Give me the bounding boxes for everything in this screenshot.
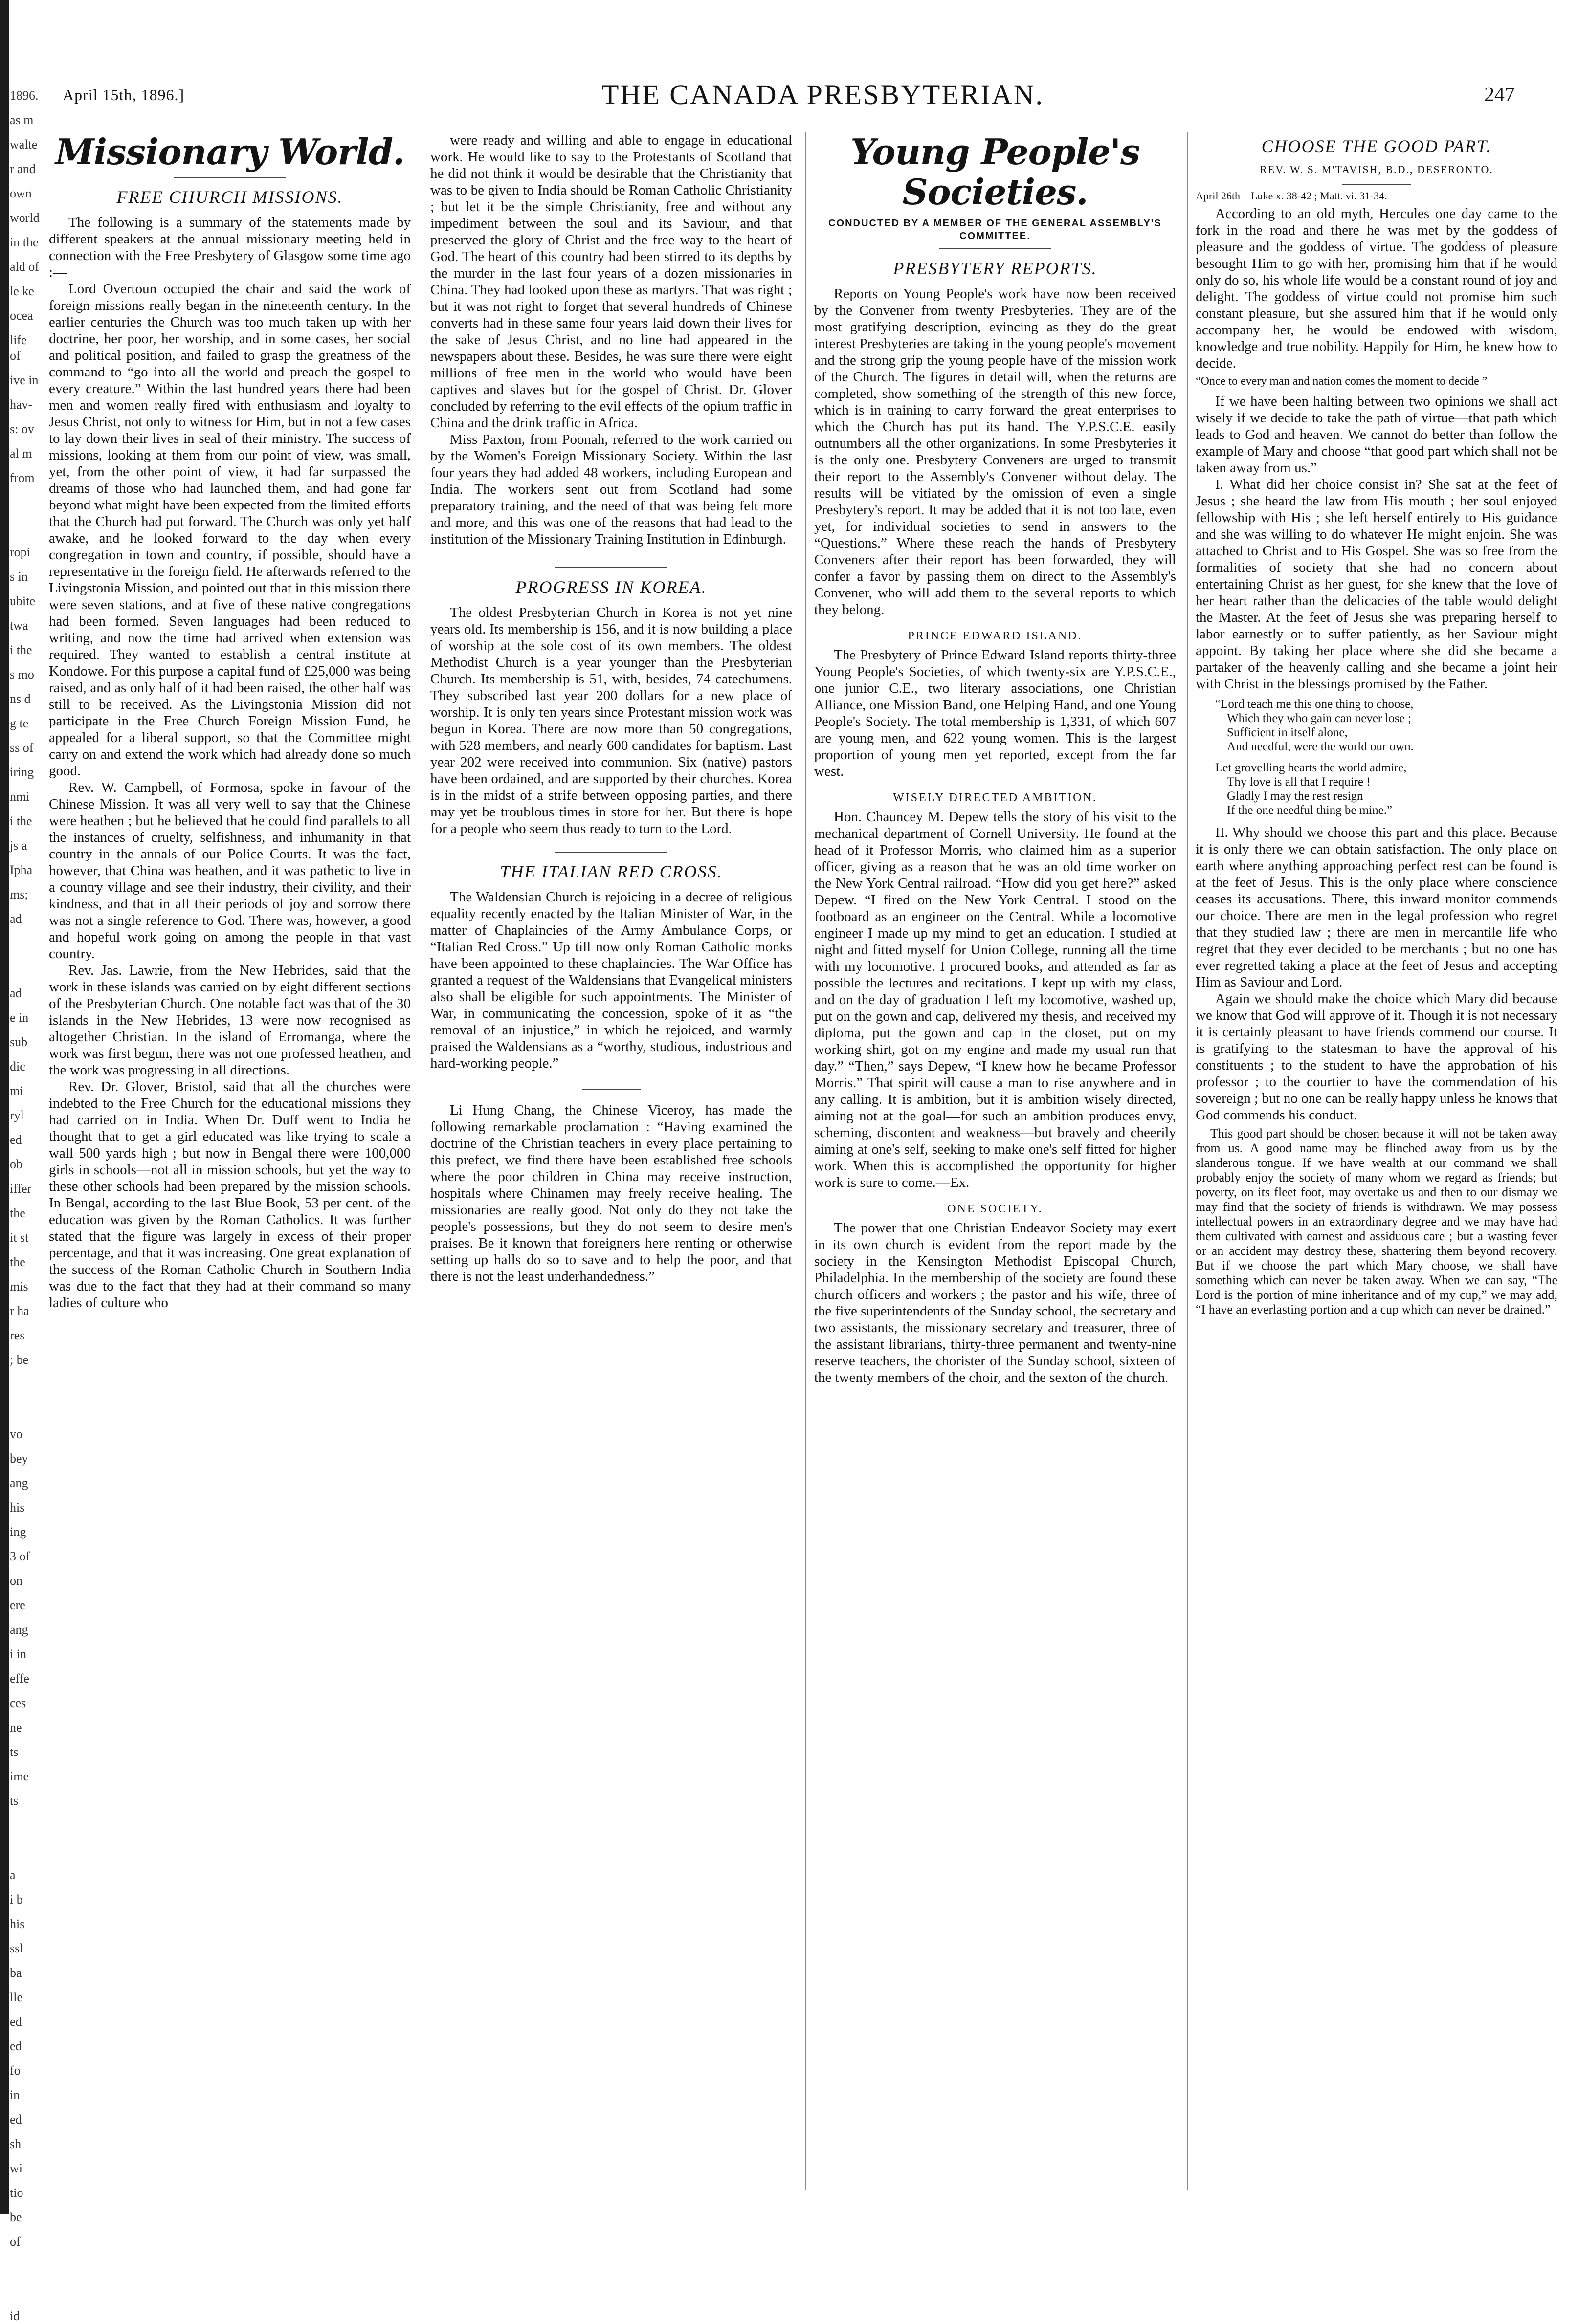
paragraph: Rev. Jas. Lawrie, from the New Hebrides, said that the work in these islands was carried on by eight different sections of the Presbyterian Church. One notable fact was that of the 30 islands in the New Hebrides, 13 were now recognised as altogether Christian. In the island of Erromanga, where the work was first begun, there was not one professed heathen, and the work was progressing in all directions.: [49, 963, 411, 1078]
gutter-fragment: his: [10, 1500, 25, 1514]
article-body: [814, 809, 1176, 1191]
gutter-fragment: Ipha: [10, 863, 33, 877]
column-continued: [430, 132, 792, 2195]
section-masthead: Young People's Societies.: [850, 131, 1140, 213]
author-byline: REV. W. S. M'TAVISH, B.D., DESERONTO.: [1260, 163, 1493, 175]
article-body: [814, 285, 1176, 618]
gutter-fragment: 3 of: [10, 1549, 30, 1563]
gutter-fragment: fo: [10, 2063, 21, 2078]
gutter-fragment: g te: [10, 716, 29, 730]
paragraph: The power that one Christian Endeavor Society may exert in its own church is evident from the report made by the society in the Kensington Methodist Episcopal Church, Philadelphia. In the membership of the society are found these church officers and workers ; the pastor and his wife, three of the five superintendents of the Sunday school, the secretary and two assistants, the missionary secretary and treasurer, three of the assistant librarians, thirty-three permanent and twenty-nine reserve teachers, the chorister of the Sunday school, sixteen of the twenty members of the choir, and the sexton of the church.: [814, 1220, 1176, 1385]
gutter-fragment: i in: [10, 1647, 26, 1661]
gutter-fragment: on: [10, 1574, 22, 1588]
gutter-fragment: ; be: [10, 1353, 29, 1367]
section-masthead: Missionary World.: [55, 131, 405, 173]
gutter-fragment: sh: [10, 2137, 22, 2151]
gutter-fragment: hav-: [10, 397, 33, 412]
divider: [555, 567, 667, 568]
gutter-fragment: sub: [10, 1035, 28, 1049]
column-choose-the-good-part: [1196, 132, 1557, 2195]
gutter-fragment: s mo: [10, 667, 34, 681]
paragraph: The Presbytery of Prince Edward Island reports thirty-three Young People's Societies, of which twenty-six are Y.P.S.C.E., one junior C.E., two literary associations, one Christian Alliance, one Mission Band, one Helping Hand, and one Young People's Society. The total membership is 1,331, of which 607 are young men, and 622 young women. This is the largest proportion of young men yet reported, except from the far west.: [814, 647, 1176, 779]
article-subheading: PRINCE EDWARD ISLAND.: [908, 630, 1083, 642]
verse-line: [1215, 754, 1557, 761]
gutter-fragment: the: [10, 1255, 25, 1269]
paragraph: Rev. Dr. Glover, Bristol, said that all the churches were indebted to the Free Church for the educational missions they had carried on in India. When Dr. Duff went to India he thought that to get a girl educated was like trying to scale a wall 500 yards high ; but now in Bengal there were 100,000 girls in schools—not all in mission schools, but yet the way to these other schools had been prepared by the mission schools. In Bengal, according to the last Blue Book, 53 per cent. of the education was given by the Roman Catholics. It was further stated that the figure was largely in excess of their proper percentage, and that it was increasing. One great explanation of the success of the Roman Catholic Church in Southern India was due to the fact that they had at their command so many ladies of culture who: [49, 1079, 411, 1311]
gutter-fragment: ropi: [10, 545, 30, 559]
gutter-fragment: iffer: [10, 1182, 32, 1196]
gutter-fragment: a: [10, 1868, 16, 1882]
gutter-fragment: vo: [10, 1427, 22, 1441]
gutter-fragment: world: [10, 211, 40, 225]
gutter-fragment: e in: [10, 1010, 29, 1025]
gutter-fragment: ss of: [10, 741, 34, 755]
verse-line: Let grovelling hearts the world admire,: [1215, 761, 1407, 774]
gutter-fragment: ts: [10, 1794, 19, 1808]
gutter-fragment: ces: [10, 1696, 26, 1710]
article-heading: FREE CHURCH MISSIONS.: [116, 187, 343, 207]
gutter-fragment: twa: [10, 618, 28, 633]
gutter-fragment: lle: [10, 1990, 22, 2004]
gutter-fragment: ad: [10, 912, 22, 926]
issue-date: April 15th, 1896.]: [63, 86, 185, 104]
gutter-fragment: tio: [10, 2186, 23, 2200]
paragraph: This good part should be chosen because it will not be taken away from us. A good name may be flinched away from us by the slanderous tongue. If we have wealth at our command we shall probably enjoy the society of many whom we regard as friends; but poverty, on its fleet foot, may overtake us and then to our dismay we may find that the society of friends is withdrawn. We may possess intellectual powers in an extraordinary degree and we may have had them cultivated with earnest and assiduous care ; but a wasting fever or an accident may destroy these, shattering them beyond recovery. But if we choose the part which Mary choose, we shall have something which can never be taken away. When we can say, “The Lord is the portion of mine inheritance and of my cup,” we may add, “I have an everlasting portion and a cup which can never be drained.”: [1196, 1126, 1557, 1316]
divider: [939, 248, 1051, 249]
paragraph: Miss Paxton, from Poonah, referred to the work carried on by the Women's Foreign Missionary Society. Within the last four years they had added 48 workers, including European and India. The workers sent out from Scotland had some preparatory training, and the need of that was being felt more and more, and this was one of the reasons that had lead to the institution of the Missionary Training Institution in Edinburgh.: [430, 432, 792, 547]
article-body: [430, 604, 792, 837]
gutter-fragment: le ke: [10, 284, 34, 298]
page-number: 247: [1484, 84, 1515, 106]
gutter-fragment: ad: [10, 986, 22, 1000]
divider: [1342, 184, 1411, 185]
gutter-fragment: al m: [10, 446, 32, 460]
gutter-fragment: 1896.: [10, 88, 39, 103]
paragraph: Again we should make the choice which Mary did because we know that God will approve of it. Though it is not necessary it is certainly pleasant to have friends commend our course. It is gratifying to the statesman to have the approval of his constituents ; to the student to have the approbation of his professor ; to the courtier to have the commendation of his sovereign ; but no one can be really happy unless he knows that God commends his conduct.: [1196, 991, 1557, 1123]
verse-line: Gladly I may the rest resign: [1227, 789, 1363, 803]
gutter-fragment: ang: [10, 1476, 28, 1490]
gutter-fragment: ime: [10, 1769, 29, 1783]
gutter-fragment: ang: [10, 1622, 28, 1637]
article-heading: THE ITALIAN RED CROSS.: [500, 862, 723, 881]
paragraph: Lord Overtoun occupied the chair and said the work of foreign missions really began in the nineteenth century. In the earlier centuries the Church was too much taken up with her doctrine, her poor, her worship, and in some cases, her social and political position, and failed to grasp the greatness of the command to “go into all the world and preach the gospel to every creature.” Within the last hundred years there had been men and women really fired with enthusiasm and loyalty to Jesus Christ, not only to witness for Him, but in not a few cases to lay down their lives in seal of their ministry. The success of missions, looking at them from our point of view, was small, yet, from the other point of view, it had far surpassed the dreams of those who had launched them, and had gone far beyond what might have been expected from the limited efforts that the Church had put forward. The Church was only yet half awake, and he looked forward to the day when every congregation in town and country, if possible, should have a representative in the foreign field. He afterwards referred to the Livingstonia Mission, and pointed out that in this mission there were seven stations, and at five of these native congregations had been formed. Seven languages had been reduced to writing, and now the time had arrived when extension was required. They wanted to establish a central institute at Kondowe. For this purpose a capital fund of £25,000 was being raised, and as only half of it had been raised, the other half was still to be received. As the Livingstonia Mission did not participate in the Free Church Foreign Mission Fund, he appealed for a liberal support, so that the Committee might carry on and extend the work which had already done so much good.: [49, 281, 411, 779]
gutter-fragment: ed: [10, 2039, 22, 2053]
verse-line: Sufficient in itself alone,: [1227, 726, 1348, 739]
column-rule: [1187, 132, 1188, 2190]
verse-line: Thy love is all that I require !: [1227, 775, 1371, 789]
gutter-text-fragments: [10, 88, 40, 2323]
gutter-fragment: ing: [10, 1525, 26, 1539]
gutter-fragment: from: [10, 471, 35, 485]
paragraph: If we have been halting between two opinions we shall act wisely if we decide to take the path of virtue—that path which leads to God and heaven. We cannot do better than follow the example of Mary and choose “that good part which shall not be taken away from us.”: [1196, 394, 1557, 476]
column-young-peoples-societies: [814, 132, 1176, 2195]
gutter-fragment: wi: [10, 2161, 22, 2175]
gutter-fragment: mi: [10, 1084, 23, 1098]
column-rule: [805, 132, 806, 2190]
divider: [174, 177, 286, 178]
gutter-fragment: ed: [10, 2015, 22, 2029]
column-missionary-world: [49, 132, 411, 2195]
paragraph: II. Why should we choose this part and this place. Because it is only there we can obtain satisfaction. The only place on earth where anything approaching perfect rest can be found is at the feet of Jesus. This is the only place where conscience ceases its accusations. There, this inward monitor commends our choice. There are men in the legal profession who regret that they studied law ; there are men in mercantile life who regret that they ever decided to be merchants ; but no one has ever regretted taking a place at the feet of Jesus and accepting Him as Saviour and Lord.: [1196, 825, 1557, 990]
scripture-reference: April 26th—Luke x. 38-42 ; Matt. vi. 31-34.: [1196, 190, 1387, 202]
quotation: “Once to every man and nation comes the moment to decide ”: [1196, 375, 1488, 388]
gutter-fragment: i the: [10, 643, 32, 657]
gutter-fragment: life of: [10, 333, 27, 363]
gutter-fragment: ts: [10, 1745, 19, 1759]
gutter-fragment: in the: [10, 235, 39, 249]
paragraph: The Waldensian Church is rejoicing in a decree of religious equality recently enacted by the Italian Minister of War, in the matter of Chaplaincies of the Army Ambulance Corps, or “Italian Red Cross.” Up till now only Roman Catholic monks have been appointed to these chaplaincies. The War Office has granted a request of the Waldensians that Evangelical ministers also shall be eligible for such appointments. The Minister of War, in communicating the concession, spoke of it as “the removal of an injustice,” in which he rejoiced, and warmly praised the Waldensians as a “worthy, studious, industrious and hard-working people.”: [430, 889, 792, 1071]
gutter-fragment: ere: [10, 1598, 25, 1612]
gutter-fragment: in: [10, 2088, 20, 2102]
gutter-fragment: i b: [10, 1892, 23, 1907]
gutter-fragment: bey: [10, 1451, 28, 1466]
verse-line: And needful, were the world our own.: [1227, 740, 1414, 753]
gutter-fragment: ssl: [10, 1941, 23, 1955]
gutter-fragment: i the: [10, 814, 32, 828]
gutter-fragment: ne: [10, 1720, 22, 1734]
article-body: [49, 214, 411, 1311]
gutter-fragment: ed: [10, 2112, 22, 2127]
paragraph: Rev. W. Campbell, of Formosa, spoke in favour of the Chinese Mission. It was all very well to say that the Chinese were heathen ; but he believed that he could find parallels to all the instances of cruelty, selfishness, and inhumanity in that country in the annals of our Police Courts. It was the fact, however, that China was heathen, and it was pathetic to live in a country village and see their industry, their civility, and their kindness, and that in all their periods of joy and sorrow there was not a single reference to God. There was, however, a good and hopeful work going on among the people in that vast country.: [49, 780, 411, 962]
gutter-fragment: walte: [10, 137, 38, 152]
gutter-fragment: as m: [10, 113, 34, 127]
verse-line: “Lord teach me this one thing to choose,: [1215, 698, 1414, 711]
gutter-fragment: nmi: [10, 789, 30, 804]
paragraph: According to an old myth, Hercules one day came to the fork in the road and there he was met by the goddess of pleasure and the goddess of virtue. The goddess of pleasure besought Him to go with her, promising him that if he would only do so, his whole life would be a constant round of joy and delight. The goddess of virtue could not promise him such constant pleasure, but she assured him that if he would only accompany her, he would be endowed with wisdom, knowledge and true nobility. Happily for Him, he knew how to decide.: [1196, 206, 1557, 371]
gutter-fragment: be: [10, 2210, 22, 2224]
article-subheading: WISELY DIRECTED AMBITION.: [893, 791, 1097, 804]
gutter-fragment: effe: [10, 1671, 29, 1686]
gutter-fragment: ald of: [10, 260, 39, 274]
article-heading: PRESBYTERY REPORTS.: [893, 259, 1097, 278]
article-body: [814, 1220, 1176, 1386]
gutter-fragment: dic: [10, 1059, 25, 1074]
gutter-fragment: ed: [10, 1133, 22, 1147]
gutter-fragment: ive in: [10, 373, 39, 387]
gutter-fragment: ms;: [10, 887, 28, 901]
paragraph: Reports on Young People's work have now been received by the Convener from twenty Presbyteries. They are of the most gratifying description, evincing as they do the great interest Presbyteries are taking in the young people's movement and the strong grip the young people have of the mission work of the Church. The figures in detail will, when the returns are completed, show something of the strength of this new force, which is in training to carry forward the great enterprises to which the Church has put its hand. The Y.P.S.C.E. easily outnumbers all the other organizations. In some Presbyteries it is the only one. Presbytery Conveners are urged to transmit their report to the Assembly's Convener without delay. The results will be vitiated by the omission of even a single Presbytery's report. It may be added that it is not too late, even yet, for individual societies to send in answers to the “Questions.” Where these reach the hands of Presbytery Conveners after their report has been forwarded, they will confer a favor by passing them on direct to the Assembly's Convener, who will add them to the several reports to which they belong.: [814, 286, 1176, 617]
paragraph: I. What did her choice consist in? She sat at the feet of Jesus ; she heard the law from His mouth ; her soul enjoyed fellowship with His ; she left herself entirely to His guidance and she was willing to do whatever He might enjoin. She was attached to Christ and to His Gospel. She was so free from the formalities of society that she had no concern about entertaining Christ as her guest, for she knew that the love of her heart rather than the delicacies of the table would delight the Master. At the feet of Jesus she was preparing herself to labor earnestly or to suffer patiently, as her Saviour might appoint. By taking her place where she did she became a partaker of the heavenly calling and she became a joint heir with Christ in the blessings promised by the Father.: [1196, 477, 1557, 692]
paragraph: Hon. Chauncey M. Depew tells the story of his visit to the mechanical department of Cornell University. He found at the head of it Professor Morris, who claimed him as a superior officer, giving as a reason that he was an old time worker on the New York Central railroad. “How did you get here?” asked Depew. “I fired on the New York Central. I stood on the footboard as an engineer on the Central. While a locomotive engineer I made up my mind to get an education. I studied at night and fitted myself for Union College, running all the time with my locomotive. I procured books, and attended as far as possible the lectures and recitations. I kept up with my class, and on the day of graduation I left my locomotive, washed up, put on the gown and cap, delivered my thesis, and received my diploma, put the gown and cap in the closet, put on my working shirt, got on my engine and made my usual run that day.” “Then,” says Depew, “I knew how he became Professor Morris.” That spirit will cause a man to rise anywhere and in any calling. It is ambition, but it is ambition wisely directed, aiming not at the goal—for such an ambition produces envy, scheming, discontent and weakness—but bravely and cheerily aiming at one's self, seeking to make one's self fitted for higher work. When this is accomplished the opportunity for higher work is sure to come.—Ex.: [814, 809, 1176, 1190]
newspaper-title: THE CANADA PRESBYTERIAN.: [601, 79, 1044, 110]
gutter-fragment: js a: [10, 838, 27, 853]
divider: [555, 852, 667, 853]
article-body: [430, 1102, 792, 1285]
article-body: [814, 647, 1176, 780]
article-heading: CHOOSE THE GOOD PART.: [1261, 136, 1492, 156]
gutter-fragment: it st: [10, 1230, 29, 1245]
gutter-fragment: ns d: [10, 692, 31, 706]
gutter-fragment: mis: [10, 1279, 28, 1294]
paragraph: were ready and willing and able to engage in educational work. He would like to say to the Protestants of Scotland that he did not think it would be desirable that the Christianity that was to be given to India should be Roman Catholic Christianity ; but let it be the simple Christianity, free and without any impediment between the soul and its Saviour, and that preserved the glory of Christ and the free way to the heart of God. The heart of this country had been stirred to its depths by the murder in the last four years of a dozen missionaries in China. They had looked upon these as martyrs. That was right ; but it was not right to forget that several hundreds of Chinese converts had in these same four years laid down their lives for the sake of Jesus Christ, and no line had appeared in the newspapers about these. Besides, he was sure there were eight millions of free men in the world who would have been captives and slaves but for the gospel of Christ. Dr. Glover concluded by referring to the evil effects of the opium traffic in China and the drink traffic in Africa.: [430, 132, 792, 431]
hymn-verse: [1215, 697, 1557, 817]
article-body: [430, 132, 792, 548]
gutter-fragment: his: [10, 1917, 25, 1931]
article-body: [430, 889, 792, 1072]
verse-line: Which they who gain can never lose ;: [1227, 712, 1411, 725]
divider: [582, 1089, 641, 1090]
gutter-fragment: ocea: [10, 308, 33, 323]
gutter-fragment: s in: [10, 570, 28, 584]
verse-line: If the one needful thing be mine.”: [1227, 804, 1393, 817]
conducted-by-note: CONDUCTED BY A MEMBER OF THE GENERAL ASSEMBLY'S COMMITTEE.: [828, 218, 1162, 241]
gutter-fragment: id: [10, 2309, 20, 2323]
paragraph: Li Hung Chang, the Chinese Viceroy, has made the following remarkable proclamation : “Having examined the doctrine of the Christian teachers in every place pertaining to this prefect, we find there have been established free schools where the poor children in China may receive instruction, hospitals where Chinamen may freely receive healing. The missionaries are really good. Not only do they not take the people's possessions, but they do not seem to desire men's praises. Be it known that foreigners here renting or otherwise setting up halls do so to save and to help the poor, and that there is not the least underhandedness.”: [430, 1102, 792, 1284]
gutter-fragment: s: ov: [10, 422, 34, 436]
gutter-fragment: res: [10, 1328, 25, 1342]
article-heading: PROGRESS IN KOREA.: [515, 577, 707, 597]
gutter-fragment: ob: [10, 1157, 22, 1171]
gutter-fragment: of: [10, 2235, 21, 2249]
paragraph: The following is a summary of the statements made by different speakers at the annual missionary meeting held in connection with the Free Presbytery of Glasgow some time ago :—: [49, 215, 411, 280]
gutter-fragment: ubite: [10, 594, 35, 608]
gutter-fragment: the: [10, 1206, 25, 1220]
gutter-fragment: iring: [10, 765, 34, 779]
gutter-fragment: r and: [10, 162, 36, 176]
gutter-fragment: r ha: [10, 1304, 29, 1318]
paragraph: The oldest Presbyterian Church in Korea is not yet nine years old. Its membership is 156, and it is now building a place of worship at the sole cost of its own members. The oldest Methodist Church is a year younger than the Presbyterian Church. Its membership is 51, with, besides, 74 catechumens. They subscribed last year 200 dollars for a new place of worship. It is only ten years since Protestant mission work was begun in Korea. There are now more than 50 congregations, with 528 members, and nearly 600 candidates for baptism. Last year 202 were received into communion. Six (native) pastors have been ordained, and are supported by their churches. Korea is in the midst of a strife between opposing parties, and there may yet be troublous times in store for her. But there is hope for a people who seem thus ready to turn to the Lord.: [430, 605, 792, 836]
gutter-fragment: own: [10, 186, 32, 200]
article-subheading: ONE SOCIETY.: [947, 1203, 1043, 1215]
gutter-fragment: ba: [10, 1966, 22, 1980]
gutter-fragment: ryl: [10, 1108, 24, 1122]
